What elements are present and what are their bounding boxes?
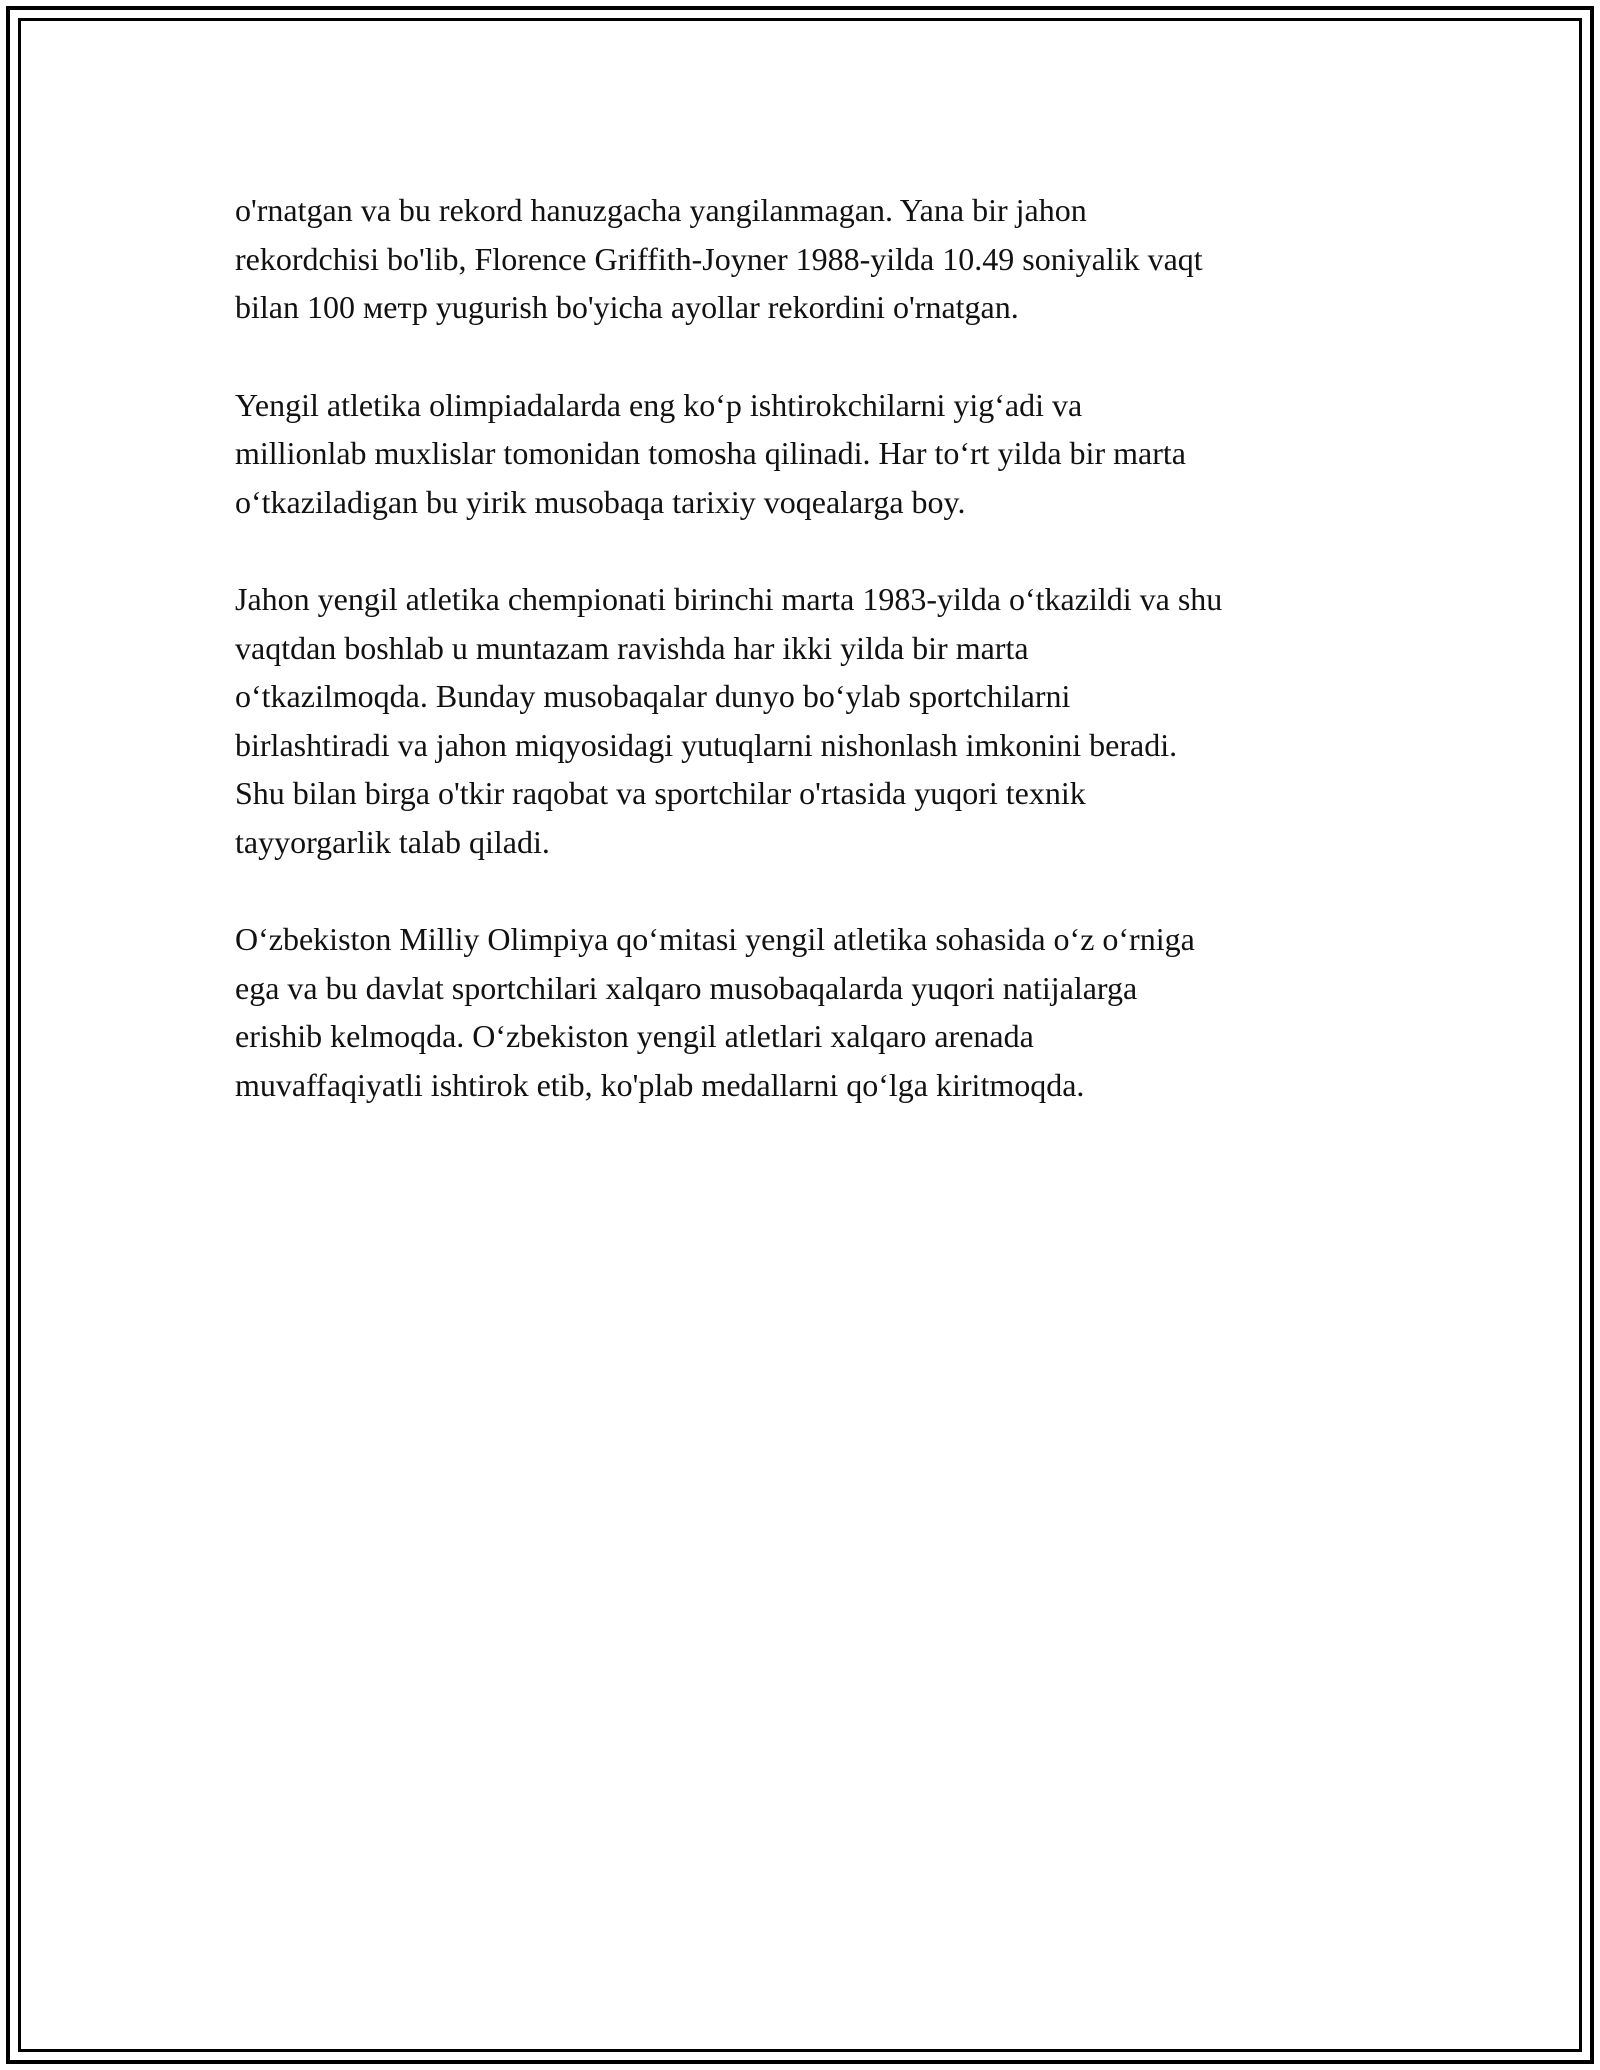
paragraph-4 [235, 915, 1375, 1109]
text-line: erishib kelmoqda. Oʻzbekiston yengil atletlari xalqaro arenada [235, 1018, 1034, 1054]
text-line: oʻtkaziladigan bu yirik musobaqa tarixiy voqealarga boy. [235, 483, 966, 520]
text-line: millionlab muxlislar tomonidan tomosha qilinadi. Har toʻrt yilda bir marta [235, 435, 1186, 471]
text-line: o'rnatgan va bu rekord hanuzgacha yangilanmagan. Yana bir jahon [235, 192, 1087, 228]
text-line: Yengil atletika olimpiadalarda eng koʻp ishtirokchilarni yigʻadi va [235, 386, 1083, 423]
paragraph-2 [235, 381, 1375, 527]
text-line: oʻtkazilmoqda. Bunday musobaqalar dunyo boʻylab sportchilarni [235, 678, 1071, 714]
text-line: ega va bu davlat sportchilari xalqaro musobaqalarda yuqori natijalarga [235, 969, 1138, 1006]
text-line: Shu bilan birga o'tkir raqobat va sportchilar o'rtasida yuqori texnik [235, 775, 1086, 811]
text-line: birlashtiradi va jahon miqyosidagi yutuqlarni nishonlash imkonini beradi. [235, 726, 1178, 763]
paragraph-3 [235, 575, 1375, 866]
text-line: tayyorgarlik talab qiladi. [235, 823, 550, 860]
paragraph-1 [235, 186, 1375, 332]
document-body [235, 186, 1375, 1158]
text-line: Jahon yengil atletika chempionati birinchi marta 1983-yilda oʻtkazildi va shu [235, 581, 1223, 617]
text-line: bilan 100 метр yugurish bo'yicha ayollar rekordini o'rnatgan. [235, 289, 1019, 325]
text-line: Oʻzbekiston Milliy Olimpiya qoʻmitasi yengil atletika sohasida oʻz oʻrniga [235, 921, 1195, 957]
text-line: muvaffaqiyatli ishtirok etib, ko'plab medallarni qoʻlga kiritmoqda. [235, 1066, 1085, 1103]
text-line: vaqtdan boshlab u muntazam ravishda har ikki yilda bir marta [235, 629, 1029, 666]
text-line: rekordchisi bo'lib, Florence Griffith-Joyner 1988-yilda 10.49 soniyalik vaqt [235, 240, 1203, 277]
